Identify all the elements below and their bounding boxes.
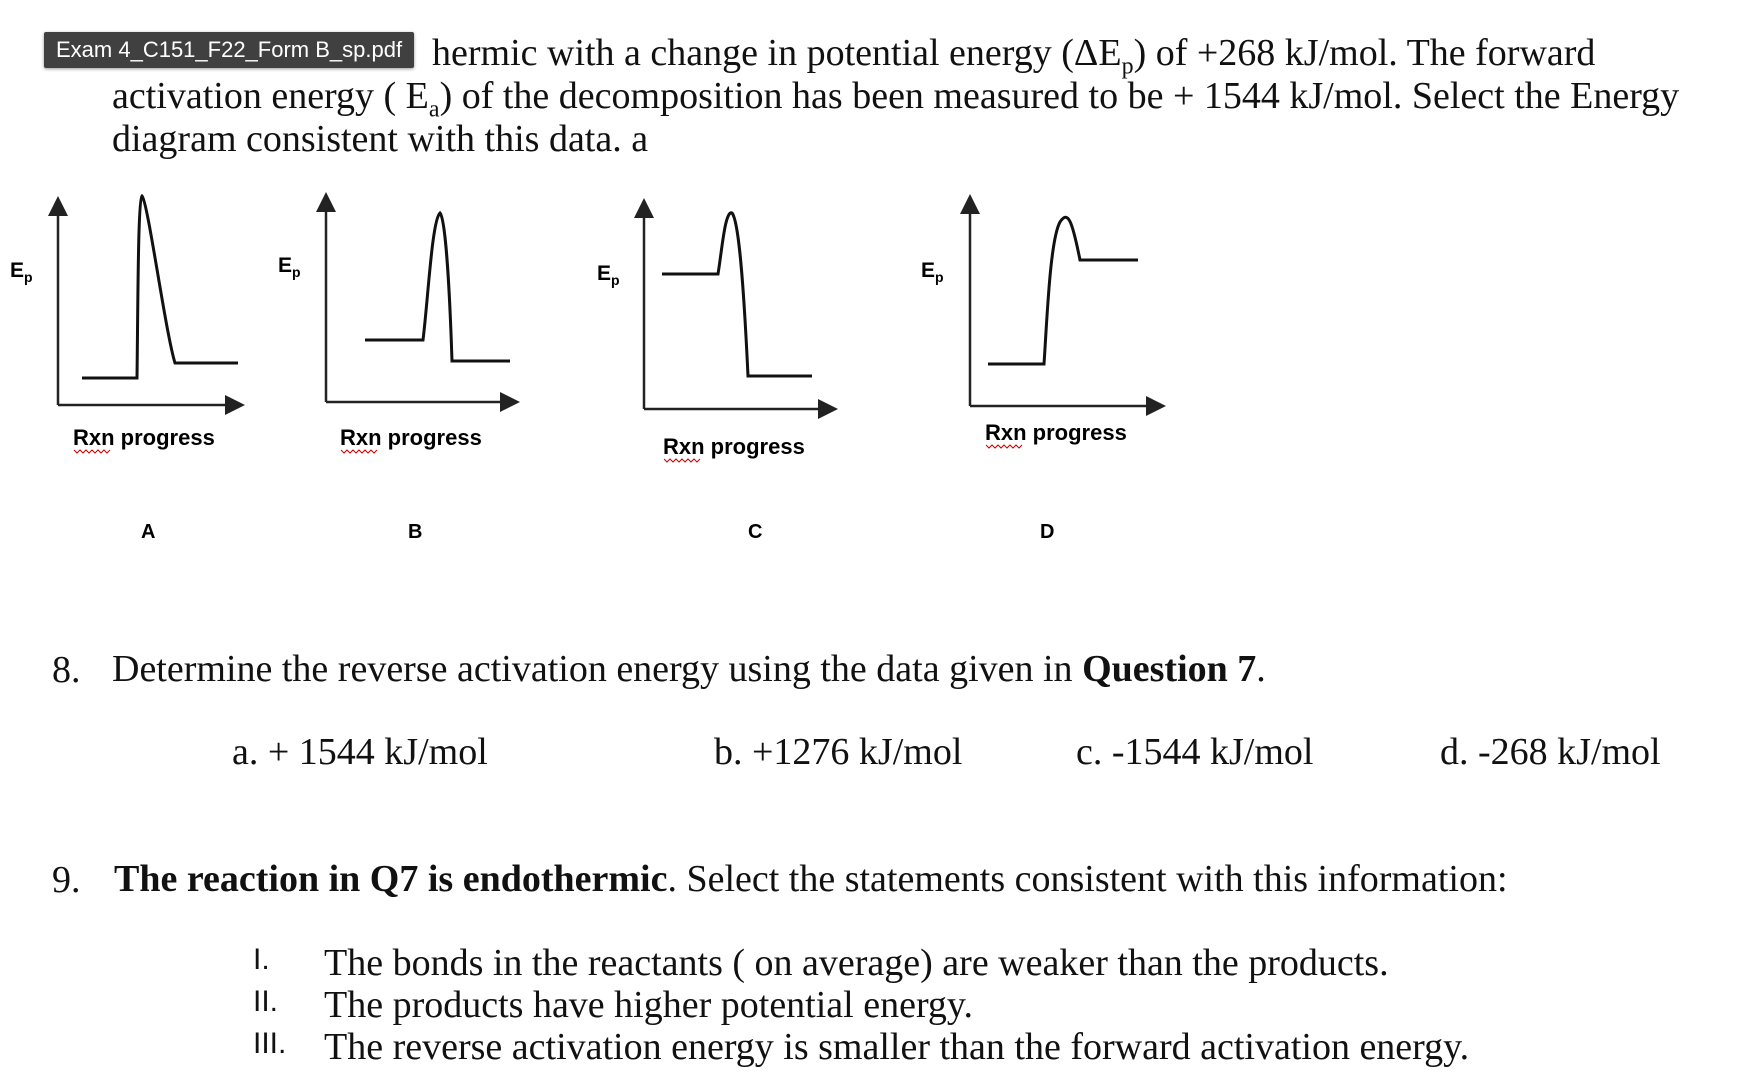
diagram-d-curve <box>988 217 1138 364</box>
q7-line-2-subscript: a <box>428 96 440 123</box>
diagram-c-spell-underline <box>664 459 700 462</box>
q9-bold-text: The reaction in Q7 is endothermic <box>114 858 668 900</box>
q8-question <box>112 648 1266 691</box>
diagram-b-curve <box>365 213 510 361</box>
q7-line-1-start: hermic with a change in potential energy (ΔE <box>432 32 1122 74</box>
q8-option-a[interactable]: a. + 1544 kJ/mol <box>232 731 488 773</box>
diagram-b-spell-underline <box>341 450 377 453</box>
q9-statement-2-numeral: II. <box>253 985 279 1018</box>
q8-option-b[interactable]: b. +1276 kJ/mol <box>714 731 963 773</box>
q7-line-1-subscript: p <box>1121 53 1134 80</box>
q7-line-2-end: ) of the decomposition has been measured to be + 1544 kJ/mol. Select the Energy <box>439 75 1680 117</box>
q8-bold-ref: Question 7 <box>1082 648 1257 690</box>
q7-line-1-end: ) of +268 kJ/mol. The forward <box>1133 32 1596 74</box>
q9-statement-1-numeral: I. <box>253 943 270 976</box>
diagram-b-letter: B <box>408 521 423 543</box>
diagram-d-y-label: $E_p$ <box>921 259 944 285</box>
diagram-d-x-label: Rxn progress <box>985 420 1127 445</box>
q7-line-2-start: activation energy ( E <box>112 75 429 117</box>
diagram-d-spell-underline <box>986 445 1022 448</box>
diagram-a-curve <box>82 196 238 378</box>
diagram-c-y-label: $E_p$ <box>597 262 620 288</box>
diagram-a-spell-underline <box>74 450 110 453</box>
diagram-d[interactable] <box>921 204 1156 543</box>
q8-number: 8. <box>52 649 81 691</box>
q9-statement-1[interactable]: The bonds in the reactants ( on average) are weaker than the products. <box>324 942 1389 984</box>
q9-text: . Select the statements consistent with this information: <box>667 858 1508 900</box>
diagram-b-y-label: $E_p$ <box>278 254 301 280</box>
q8-period: . <box>1256 648 1266 690</box>
diagram-d-letter: D <box>1040 521 1055 543</box>
diagram-a-y-label: $E_p$ <box>10 259 33 285</box>
diagram-c-letter: C <box>748 521 763 543</box>
q9-statement-2[interactable]: The products have higher potential energy. <box>324 984 973 1026</box>
diagram-c-x-label: Rxn progress <box>663 434 805 459</box>
diagram-b[interactable] <box>278 202 510 543</box>
diagram-a-x-label: Rxn progress <box>73 425 215 450</box>
q7-line-3: diagram consistent with this data. a <box>112 118 649 160</box>
q9-statement-3[interactable]: The reverse activation energy is smaller than the forward activation energy. <box>324 1026 1470 1068</box>
q8-option-c[interactable]: c. -1544 kJ/mol <box>1076 731 1314 773</box>
q8-text: Determine the reverse activation energy using the data given in <box>112 648 1083 690</box>
diagram-c-curve <box>662 213 812 376</box>
q9-number: 9. <box>52 859 81 901</box>
diagram-b-x-label: Rxn progress <box>340 425 482 450</box>
diagram-a-letter: A <box>141 521 156 543</box>
filename-tooltip: Exam 4_C151_F22_Form B_sp.pdf <box>44 32 414 68</box>
q8-option-d[interactable]: d. -268 kJ/mol <box>1440 731 1661 773</box>
q9-statement-3-numeral: III. <box>253 1027 287 1060</box>
diagram-a[interactable] <box>10 196 238 543</box>
q9-question <box>114 858 1508 901</box>
diagram-c[interactable] <box>597 208 828 543</box>
